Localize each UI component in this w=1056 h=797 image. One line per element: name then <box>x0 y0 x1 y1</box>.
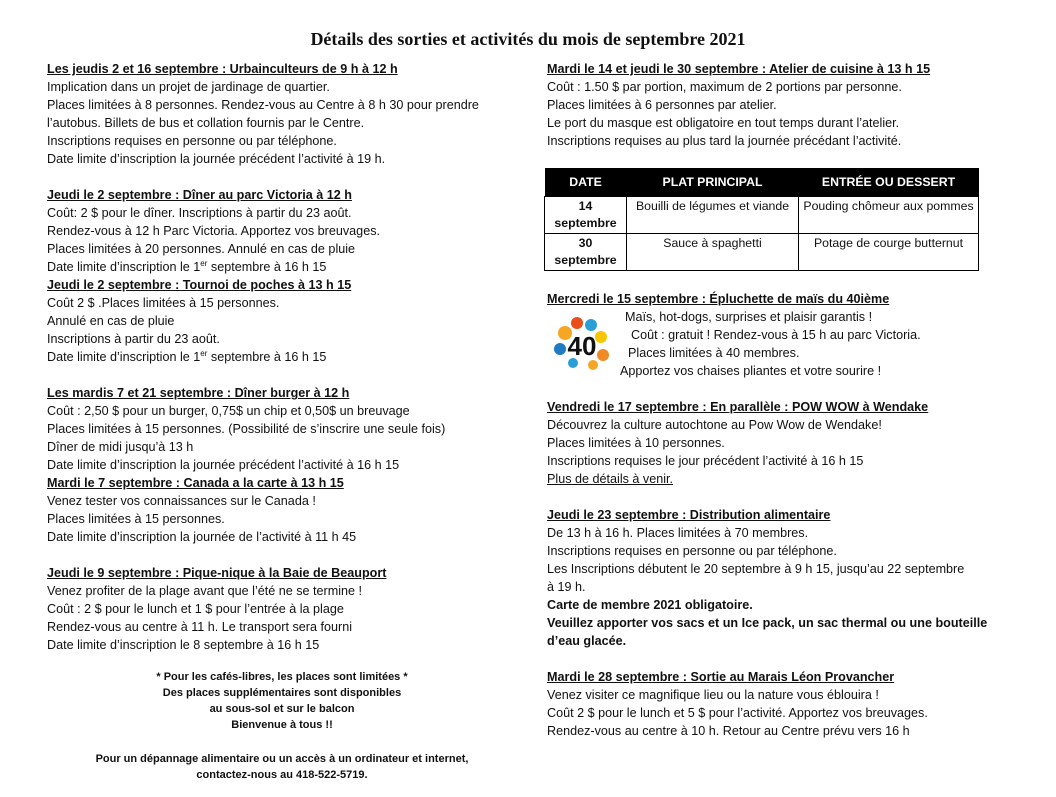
column-header: PLAT PRINCIPAL <box>627 168 799 197</box>
more-details-link[interactable]: Plus de détails à venir. <box>547 472 674 486</box>
contact-block <box>47 751 517 783</box>
event-line: Les Inscriptions débutent le 20 septembre à 9 h 15, jusqu’au 22 septembre <box>547 562 965 576</box>
note-line: contactez-nous au 418-522-5719. <box>196 769 368 781</box>
note-line: * Pour les cafés-libres, les places sont limitées * <box>156 671 408 683</box>
event-heading: Mardi le 28 septembre : Sortie au Marais Léon Provancher <box>547 670 895 684</box>
event-heading: Les mardis 7 et 21 septembre : Dîner burger à 12 h <box>47 386 350 400</box>
event-line: Coût 2 $ pour le lunch et 5 $ pour l’activité. Apportez vos breuvages. <box>547 706 928 720</box>
date-month: septembre <box>554 253 617 267</box>
event-line: Dîner de midi jusqu’à 13 h <box>47 440 194 454</box>
event-line: à 19 h. <box>547 580 586 594</box>
superscript: er <box>200 258 208 268</box>
event-line: Rendez-vous au centre à 10 h. Retour au Centre prévu vers 16 h <box>547 724 910 738</box>
event-line: Annulé en cas de pluie <box>47 314 175 328</box>
event-line: De 13 h à 16 h. Places limitées à 70 membres. <box>547 526 809 540</box>
event-line: Places limitées à 20 personnes. Annulé en cas de pluie <box>47 242 356 256</box>
event-line: Inscriptions à partir du 23 août. <box>47 332 220 346</box>
event-line: Places limitées à 6 personnes par atelier. <box>547 98 777 112</box>
event-line: Places limitées à 15 personnes. (Possibilité de s’inscrire une seule fois) <box>47 422 446 436</box>
event-line: Découvrez la culture autochtone au Pow Wow de Wendake! <box>547 418 882 432</box>
event-line: Date limite d’inscription la journée de l’activité à 11 h 45 <box>47 530 357 544</box>
event-line: Date limite d’inscription le 8 septembre à 16 h 15 <box>47 638 320 652</box>
event-line <box>47 258 517 276</box>
side-dish-cell: Pouding chômeur aux pommes <box>799 197 979 234</box>
side-dish-cell: Potage de courge butternut <box>799 234 979 271</box>
event-line: Rendez-vous à 12 h Parc Victoria. Apportez vos breuvages. <box>47 224 380 238</box>
event-line-part: septembre à 16 h 15 <box>207 350 327 364</box>
event-line: l’autobus. Billets de bus et collation fournis par le Centre. <box>47 116 365 130</box>
event-line-bold: d’eau glacée. <box>547 634 627 648</box>
event-line: Coût : 1.50 $ par portion, maximum de 2 portions par personne. <box>547 80 902 94</box>
date-month: septembre <box>554 216 617 230</box>
event-heading: Jeudi le 2 septembre : Tournoi de poches à 13 h 15 <box>47 278 352 292</box>
event-line-bold: Carte de membre 2021 obligatoire. <box>547 598 753 612</box>
date-day: 30 <box>578 236 593 250</box>
event-heading: Mardi le 7 septembre : Canada a la carte à 13 h 15 <box>47 476 344 490</box>
superscript: er <box>200 348 208 358</box>
logo-text: 40 <box>567 331 597 361</box>
event-line: Inscriptions requises au plus tard la journée précédant l’activité. <box>547 134 902 148</box>
menu-table <box>544 168 979 271</box>
event-heading: Les jeudis 2 et 16 septembre : Urbainculteurs de 9 h à 12 h <box>47 62 398 76</box>
main-dish-cell: Bouilli de légumes et viande <box>627 197 799 234</box>
event-line: Coût : 2 $ pour le lunch et 1 $ pour l’entrée à la plage <box>47 602 344 616</box>
corn-roast-event <box>547 290 1017 308</box>
event-line <box>47 348 517 366</box>
event-line: Inscriptions requises en personne ou par téléphone. <box>47 134 337 148</box>
column-header: ENTRÉE OU DESSERT <box>799 168 979 197</box>
date-cell <box>545 197 627 234</box>
note-line: Des places supplémentaires sont disponibles <box>162 687 402 699</box>
event-heading: Mercredi le 15 septembre : Épluchette de maïs du 40ième <box>547 292 890 306</box>
main-dish-cell: Sauce à spaghetti <box>627 234 799 271</box>
event-line: Implication dans un projet de jardinage de quartier. <box>47 80 330 94</box>
event-line: Venez profiter de la plage avant que l’été ne se termine ! <box>47 584 363 598</box>
event-line: Coût: 2 $ pour le dîner. Inscriptions à partir du 23 août. <box>47 206 352 220</box>
corn-roast-line: Coût : gratuit ! Rendez-vous à 15 h au parc Victoria. <box>631 328 921 342</box>
event-line: Venez tester vos connaissances sur le Canada ! <box>47 494 316 508</box>
corn-roast-line: Maïs, hot-dogs, surprises et plaisir garantis ! <box>625 310 873 324</box>
corn-roast-line: Apportez vos chaises pliantes et votre sourire ! <box>620 364 882 378</box>
table-row <box>545 197 979 234</box>
event-line: Date limite d’inscription la journée précédent l’activité à 19 h. <box>47 152 386 166</box>
event-line: Coût : 2,50 $ pour un burger, 0,75$ un chip et 0,50$ un breuvage <box>47 404 410 418</box>
note-line: Bienvenue à tous !! <box>231 719 333 731</box>
table-row <box>545 234 979 271</box>
notes-block <box>47 669 517 733</box>
event-line: Places limitées à 15 personnes. <box>47 512 225 526</box>
anniversary-40-logo-icon <box>551 313 613 373</box>
date-cell <box>545 234 627 271</box>
event-heading: Jeudi le 2 septembre : Dîner au parc Victoria à 12 h <box>47 188 352 202</box>
right-column-bottom <box>547 398 1017 740</box>
event-line: Venez visiter ce magnifique lieu ou la nature vous éblouira ! <box>547 688 879 702</box>
corn-roast-line: Places limitées à 40 membres. <box>628 346 800 360</box>
date-day: 14 <box>578 199 593 213</box>
event-line: Le port du masque est obligatoire en tout temps durant l’atelier. <box>547 116 900 130</box>
table-header-row <box>545 168 979 197</box>
event-line: Inscriptions requises le jour précédent l’activité à 16 h 15 <box>547 454 864 468</box>
event-line: Rendez-vous au centre à 11 h. Le transport sera fourni <box>47 620 352 634</box>
event-line: Inscriptions requises en personne ou par téléphone. <box>547 544 837 558</box>
event-heading: Jeudi le 9 septembre : Pique-nique à la Baie de Beauport <box>47 566 387 580</box>
left-column <box>47 60 517 654</box>
event-line-part: Date limite d’inscription le 1 <box>47 350 201 364</box>
event-line: Places limitées à 8 personnes. Rendez-vous au Centre à 8 h 30 pour prendre <box>47 98 479 112</box>
event-line: Places limitées à 10 personnes. <box>547 436 725 450</box>
page-title: Détails des sorties et activités du mois de septembre 2021 <box>310 29 746 49</box>
event-heading: Mardi le 14 et jeudi le 30 septembre : Atelier de cuisine à 13 h 15 <box>547 62 931 76</box>
event-line-part: Date limite d’inscription le 1 <box>47 260 201 274</box>
note-line: Pour un dépannage alimentaire ou un accès à un ordinateur et internet, <box>95 753 469 765</box>
right-column-top <box>547 60 1017 150</box>
event-line: Date limite d’inscription la journée précédent l’activité à 16 h 15 <box>47 458 400 472</box>
event-heading: Vendredi le 17 septembre : En parallèle : POW WOW à Wendake <box>547 400 929 414</box>
column-header: DATE <box>545 168 627 197</box>
event-line-bold: Veuillez apporter vos sacs et un Ice pack, un sac thermal ou une bouteille <box>547 616 988 630</box>
event-heading: Jeudi le 23 septembre : Distribution alimentaire <box>547 508 831 522</box>
event-line: Coût 2 $ .Places limitées à 15 personnes. <box>47 296 280 310</box>
event-line-part: septembre à 16 h 15 <box>207 260 327 274</box>
note-line: au sous-sol et sur le balcon <box>209 703 355 715</box>
